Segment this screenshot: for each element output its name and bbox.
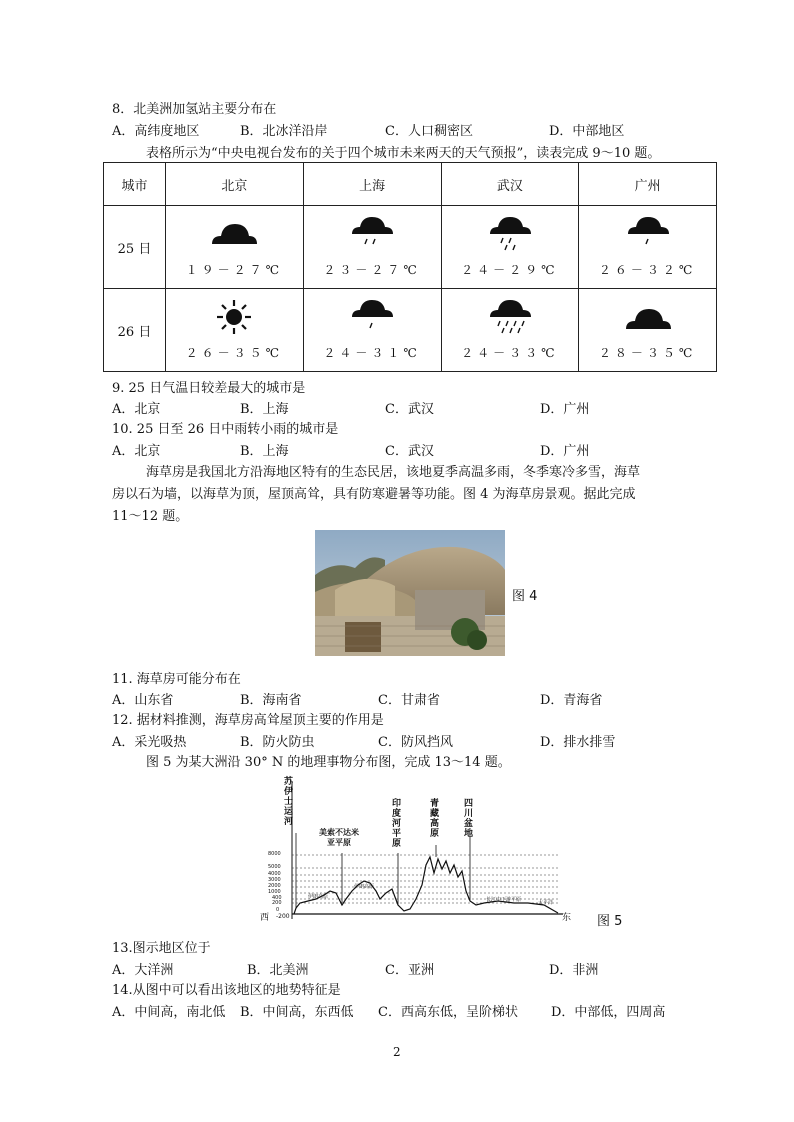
cloud-heavy-rain-icon — [485, 297, 535, 337]
place-mesopotamia: 美索不达米亚平原 — [319, 827, 359, 847]
q14-option-a[interactable]: A．中间高，南北低 — [112, 1005, 226, 1020]
q9-option-a[interactable]: A．北京 — [112, 402, 161, 417]
y-tick-4000: 4000 — [268, 871, 281, 877]
west-label: 西 — [260, 913, 270, 923]
fig4-label: 图 4 — [512, 589, 538, 604]
q12-option-c[interactable]: C．防风挡风 — [378, 735, 453, 750]
place-indus-plain: 印度河平原 — [392, 799, 402, 849]
cloud-light-rain-icon — [623, 214, 673, 254]
y-tick-2000: 2000 — [268, 883, 281, 889]
q9-stem: 9. 25 日气温日较差最大的城市是 — [112, 381, 306, 396]
q13-option-c[interactable]: C．亚洲 — [385, 963, 434, 978]
q14-option-c[interactable]: C．西高东低，呈阶梯状 — [378, 1005, 518, 1020]
q10-option-a[interactable]: A．北京 — [112, 444, 161, 459]
temp-beijing-25: １９－２７℃ — [185, 263, 284, 277]
temp-beijing-26: ２６－３５℃ — [185, 346, 284, 360]
fig5-intro: 图 5 为某大洲沿 30° N 的地理事物分布图，完成 13～14 题。 — [146, 755, 511, 770]
y-tick-minus-200: -200 — [276, 913, 290, 920]
temp-wuhan-26: ２４－３３℃ — [461, 346, 559, 360]
q12-stem: 12. 据材料推测，海草房高耸屋顶主要的作用是 — [112, 713, 384, 728]
cloud-light-rain-icon — [347, 214, 397, 254]
fig5-label: 图 5 — [597, 914, 623, 929]
q12-option-b[interactable]: B．防火防虫 — [240, 735, 315, 750]
q8-option-c[interactable]: C．人口稠密区 — [385, 124, 473, 139]
q13-option-d[interactable]: D．非洲 — [549, 963, 599, 978]
terrain-profile-figure — [258, 773, 578, 925]
header-shanghai: 上海 — [303, 163, 441, 206]
q10-option-b[interactable]: B．上海 — [240, 444, 289, 459]
east-label: 东 — [562, 913, 572, 923]
q10-option-c[interactable]: C．武汉 — [385, 444, 434, 459]
temp-shanghai-26: ２４－３１℃ — [323, 346, 421, 360]
q11-option-a[interactable]: A．山东省 — [112, 693, 174, 708]
place-suez-canal: 苏伊士运河 — [284, 777, 294, 827]
q9-option-b[interactable]: B．上海 — [240, 402, 289, 417]
label-iran-plateau-1: 伊朗高原 — [308, 894, 329, 900]
table-intro: 表格所示为“中央电视台发布的关于四个城市未来两天的天气预报”，读表完成 9～10 题。 — [146, 146, 661, 161]
place-sichuan-basin: 四川盆地 — [464, 799, 474, 839]
cloud-icon — [209, 214, 259, 254]
q11-option-d[interactable]: D．青海省 — [540, 693, 603, 708]
q14-option-b[interactable]: B．中间高，东西低 — [240, 1005, 354, 1020]
header-guangzhou: 广州 — [579, 163, 717, 206]
label-yangtze-plain: 长江中下游平原 — [486, 897, 522, 903]
q8-option-b[interactable]: B．北冰洋沿岸 — [240, 124, 328, 139]
sun-icon — [209, 297, 259, 337]
q14-stem: 14.从图中可以看出该地区的地势特征是 — [112, 983, 341, 998]
place-tibetan-plateau: 青藏高原 — [430, 799, 440, 839]
q8-option-d[interactable]: D．中部地区 — [549, 124, 625, 139]
y-tick-3000: 3000 — [268, 877, 281, 883]
q13-option-b[interactable]: B．北美洲 — [247, 963, 309, 978]
page-number: 2 — [393, 1045, 401, 1059]
header-city: 城市 — [104, 163, 166, 206]
q13-stem: 13.图示地区位于 — [112, 941, 211, 956]
q10-option-d[interactable]: D．广州 — [540, 444, 590, 459]
q9-option-c[interactable]: C．武汉 — [385, 402, 434, 417]
temp-guangzhou-26: ２８－３５℃ — [598, 346, 697, 360]
temp-wuhan-25: ２４－２９℃ — [461, 263, 559, 277]
row-day-25: 25 日 — [104, 206, 166, 289]
label-pacific: 太平洋 — [538, 900, 554, 906]
q12-option-a[interactable]: A．采光吸热 — [112, 735, 187, 750]
q14-option-d[interactable]: D．中部低，四周高 — [551, 1005, 666, 1020]
temp-shanghai-25: ２３－２７℃ — [323, 263, 421, 277]
row-day-26: 26 日 — [104, 289, 166, 372]
q10-stem: 10. 25 日至 26 日中雨转小雨的城市是 — [112, 422, 339, 437]
q8-option-a[interactable]: A．高纬度地区 — [112, 124, 200, 139]
header-wuhan: 武汉 — [441, 163, 579, 206]
y-tick-200: 200 — [272, 900, 282, 906]
cloud-moderate-rain-icon — [485, 214, 535, 254]
y-tick-5000: 5000 — [268, 864, 281, 870]
passage-line-3: 11～12 题。 — [112, 509, 189, 524]
y-tick-0: 0 — [276, 907, 280, 913]
weather-table — [103, 162, 717, 372]
label-iran-plateau-2: 伊朗高原 — [354, 884, 375, 890]
seaweed-house-photo — [315, 530, 505, 656]
q11-option-c[interactable]: C．甘肃省 — [378, 693, 440, 708]
temp-guangzhou-25: ２６－３２℃ — [598, 263, 697, 277]
passage-line-2: 房以石为墙，以海草为顶，屋顶高耸，具有防寒避暑等功能。图 4 为海草房景观。据此完成 — [112, 487, 636, 502]
cloud-light-rain-icon — [347, 297, 397, 337]
q12-option-d[interactable]: D．排水排雪 — [540, 735, 616, 750]
q11-stem: 11. 海草房可能分布在 — [112, 672, 241, 687]
y-tick-400: 400 — [272, 895, 282, 901]
y-tick-1000: 1000 — [268, 889, 281, 895]
q11-option-b[interactable]: B．海南省 — [240, 693, 302, 708]
passage-line-1: 海草房是我国北方沿海地区特有的生态民居，该地夏季高温多雨，冬季寒冷多雪，海草 — [146, 465, 641, 480]
q13-option-a[interactable]: A．大洋洲 — [112, 963, 174, 978]
q8-stem: 8．北美洲加氢站主要分布在 — [112, 102, 277, 117]
cloud-icon — [623, 297, 673, 337]
header-beijing: 北京 — [166, 163, 304, 206]
y-tick-8000: 8000 — [268, 851, 281, 857]
q9-option-d[interactable]: D．广州 — [540, 402, 590, 417]
